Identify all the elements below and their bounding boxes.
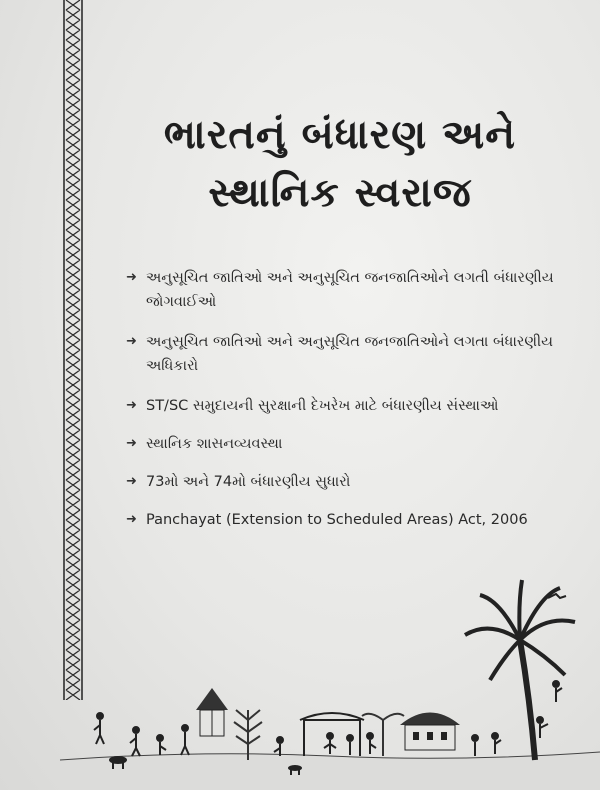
list-item-label: 73મો અને 74મો બંધારણીય સુધારો <box>146 474 351 490</box>
right-arrow-icon: ➜ <box>126 334 137 349</box>
list-item <box>126 266 566 314</box>
list-item <box>126 508 566 532</box>
right-arrow-icon: ➜ <box>126 436 137 451</box>
villager-figures <box>94 681 562 756</box>
list-item <box>126 432 566 456</box>
hut-icon <box>196 688 228 736</box>
palm-tree-icon <box>465 580 575 760</box>
list-item <box>126 470 566 494</box>
list-item <box>126 394 566 418</box>
list-item-label: ST/SC સમુદાયની સુરક્ષાની દેખરેખ માટે બંધારણીય સંસ્થાઓ <box>146 398 499 414</box>
page-title-line-1: ભારતનું બંધારણ અને <box>163 112 517 158</box>
right-arrow-icon: ➜ <box>126 512 137 527</box>
list-item <box>126 330 566 378</box>
right-arrow-icon: ➜ <box>126 270 137 285</box>
list-item-label: અનુસૂચિત જાતિઓ અને અનુસૂચિત જનજાતિઓને લગતા બંધારણીય અધિકારો <box>146 334 554 374</box>
hut-icon <box>400 713 460 751</box>
list-item-label: સ્થાનિક શાસનવ્યવસ્થા <box>146 436 283 452</box>
tree-icon <box>234 710 262 760</box>
right-arrow-icon: ➜ <box>126 474 137 489</box>
list-item-label: અનુસૂચિત જાતિઓ અને અનુસૂચિત જનજાતિઓને લગતી બંધારણીય જોગવાઈઓ <box>146 270 554 310</box>
page-title-line-2: સ્થાનિક સ્વરાજ <box>208 170 472 216</box>
village-illustration <box>0 560 600 790</box>
list-item-label: Panchayat (Extension to Scheduled Areas) Act, 2006 <box>146 512 528 528</box>
right-arrow-icon: ➜ <box>126 398 137 413</box>
topic-list <box>126 266 566 532</box>
